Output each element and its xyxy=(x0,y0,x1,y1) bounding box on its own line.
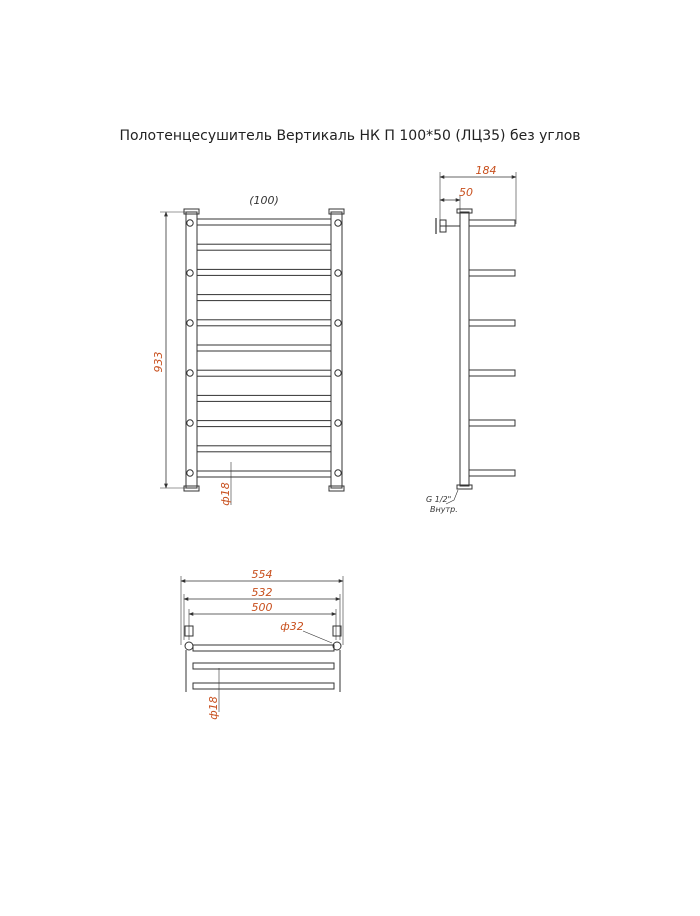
front-mounts xyxy=(187,220,341,476)
side-view xyxy=(426,164,516,514)
front-rung xyxy=(197,421,331,427)
top-pipe-diameter-label: ф18 xyxy=(207,696,220,720)
mount-hole-right xyxy=(335,270,341,276)
collector-diameter-leader xyxy=(303,631,332,643)
front-rung xyxy=(197,370,331,376)
left-collector-end xyxy=(185,642,193,650)
front-rung xyxy=(197,244,331,250)
offset-label: 50 xyxy=(459,186,473,199)
side-shelf xyxy=(469,270,515,276)
side-collector xyxy=(460,212,469,486)
front-rung xyxy=(197,320,331,326)
overall-label: 554 xyxy=(251,568,273,581)
right-collector xyxy=(331,212,342,488)
top-rungs xyxy=(193,645,334,689)
front-rung xyxy=(197,345,331,351)
mid-label: 532 xyxy=(251,586,273,599)
inner-label: 500 xyxy=(251,601,273,614)
front-rung xyxy=(197,471,331,477)
mount-hole-right xyxy=(335,320,341,326)
front-rung xyxy=(197,446,331,452)
mount-hole-right xyxy=(335,370,341,376)
width-label: (100) xyxy=(249,194,279,207)
top-view xyxy=(181,568,343,720)
top-rung xyxy=(193,645,334,651)
thread-label: G 1/2" xyxy=(426,495,452,504)
side-shelf xyxy=(469,470,515,476)
front-rungs xyxy=(197,219,331,477)
collector-diameter-label: ф32 xyxy=(280,620,304,633)
mount-hole-left xyxy=(187,370,193,376)
drawing-title: Полотенцесушитель Вертикаль НК П 100*50 (ЛЦ35) без углов xyxy=(119,128,581,144)
front-rung xyxy=(197,219,331,225)
side-shelf xyxy=(469,320,515,326)
front-rung xyxy=(197,269,331,275)
mount-hole-right xyxy=(335,420,341,426)
mount-hole-left xyxy=(187,220,193,226)
depth-label: 184 xyxy=(475,164,497,177)
front-view xyxy=(152,194,344,506)
mount-hole-left xyxy=(187,470,193,476)
side-shelf xyxy=(469,420,515,426)
front-rung xyxy=(197,295,331,301)
height-label: 933 xyxy=(152,351,165,373)
mount-hole-left xyxy=(187,420,193,426)
mount-hole-left xyxy=(187,270,193,276)
front-pipe-diameter-label: ф18 xyxy=(219,482,232,506)
front-rung xyxy=(197,395,331,401)
thread-note: Внутр. xyxy=(430,505,458,514)
side-shelf xyxy=(469,220,515,226)
mount-hole-right xyxy=(335,470,341,476)
top-rung xyxy=(193,663,334,669)
top-rung xyxy=(193,683,334,689)
side-shelves xyxy=(469,220,515,476)
mount-hole-left xyxy=(187,320,193,326)
mount-hole-right xyxy=(335,220,341,226)
side-shelf xyxy=(469,370,515,376)
left-collector xyxy=(186,212,197,488)
